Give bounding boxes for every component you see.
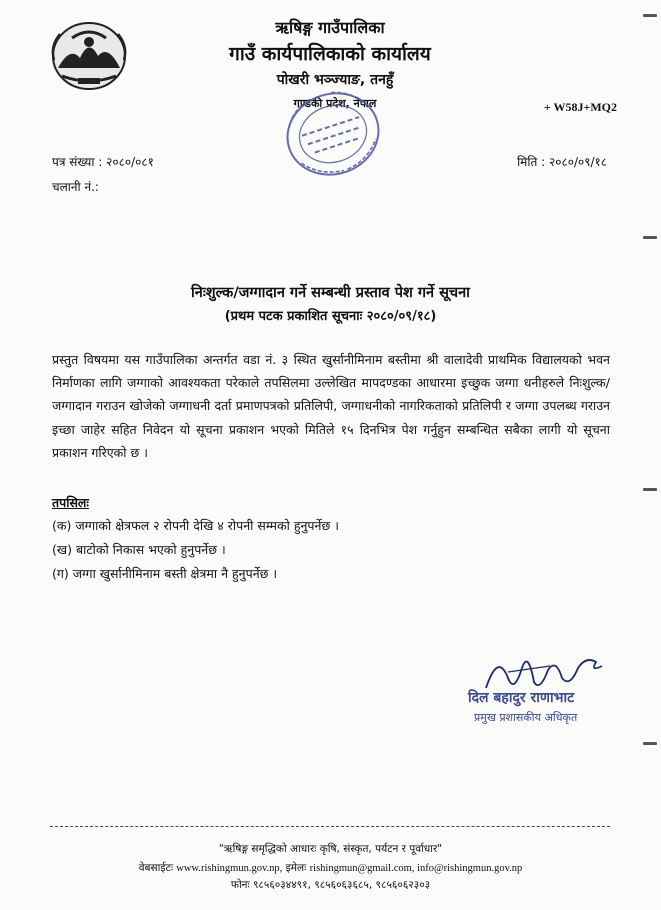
scan-edge-mark xyxy=(643,742,657,745)
nepal-emblem-icon xyxy=(48,16,130,92)
reference-label: पत्र संख्या : xyxy=(52,155,103,169)
office-name: गाउँ कार्यपालिकाको कार्यालय xyxy=(229,43,431,65)
footer-motto: "ऋषिङ्ग समृद्धिको आधारः कृषि, संस्कृत, पर्यटन र पूर्वाधार" xyxy=(218,843,443,855)
email-links[interactable]: rishingmun@gmail.com, info@rishingmun.gov.np xyxy=(309,863,523,874)
office-stamp-icon xyxy=(278,86,388,182)
signer-name: दिल बहादुर राणाभाट xyxy=(468,690,575,706)
scan-edge-mark xyxy=(643,236,657,239)
footer-contact xyxy=(0,861,661,875)
scan-edge-mark xyxy=(643,14,657,17)
notice-subtitle: (प्रथम पटक प्रकाशित सूचनाः २०८०/०९/१८) xyxy=(224,309,437,324)
phone-numbers: ९८५६०३४४९१, ९८५६०६३६८५, ९८५६०६२३०३ xyxy=(252,879,431,891)
signer-title: प्रमुख प्रशासकीय अधिकृत xyxy=(474,711,578,724)
schedule-item: (क) जग्गाको क्षेत्रफल २ रोपनी देखि ४ रोपनी सम्मको हुनुपर्नेछ । xyxy=(52,518,339,533)
website-link[interactable]: www.rishingmun.gov.np, xyxy=(176,863,283,874)
reference-number xyxy=(52,153,154,170)
plus-code: + W58J+MQ2 xyxy=(543,100,617,114)
phone-label: फोनः xyxy=(230,879,250,891)
letter-date xyxy=(517,153,607,170)
reference-value: २०८०/०८१ xyxy=(106,155,154,169)
schedule-heading: तपसिलः xyxy=(52,495,89,510)
email-label: इमेलः xyxy=(285,862,307,874)
date-value: २०८०/०९/१८ xyxy=(548,155,607,169)
schedule-list xyxy=(52,514,339,586)
notice-body: प्रस्तुत विषयमा यस गाउँपालिका अन्तर्गत वडा नं. ३ स्थित खुर्सानीमिनाम बस्तीमा श्री वालादेवी प्राथमिक विद्यालयको भवन निर्माणका लागि जग्गाको आवश्यकता परेकाले तपसिलमा उल्लेखित मापदण्डका आधारमा इच्छुक जग्गा धनीहरुले निःशुल्क/जग्गादान गराउन खोजेको जग्गाधनी दर्ता प्रमाणपत्रको प्रतिलिपी, जग्गाधनीको नागरिकताको प्रतिलिपी र जग्गा उपलब्ध गराउन इच्छा जाहेर सहित निवेदन यो सूचना प्रकाशन भएको मितिले १५ दिनभित्र पेश गर्नुहुन सम्बन्धित सबैका लागी यो सूचना प्रकाशन गरिएको छ । xyxy=(52,352,610,460)
scan-edge-mark xyxy=(643,488,657,491)
notice-title: निःशुल्क/जग्गादान गर्ने सम्बन्धी प्रस्ताव पेश गर्ने सूचना xyxy=(191,285,470,301)
website-label: वेबसाईटः xyxy=(138,862,173,874)
date-label: मिति : xyxy=(517,155,546,169)
dispatch-label: चलानी नं.: xyxy=(52,180,99,194)
footer-divider xyxy=(50,826,610,827)
municipality-name: ऋषिङ्ग गाउँपालिका xyxy=(275,18,385,37)
schedule-item: (ग) जग्गा खुर्सानीमिनाम बस्ती क्षेत्रमा नै हुनुपर्नेछ । xyxy=(52,566,278,581)
schedule-item: (ख) बाटोको निकास भएको हुनुपर्नेछ । xyxy=(52,542,226,557)
footer-phone xyxy=(0,878,661,892)
office-province: गण्डकी प्रदेश, नेपाल xyxy=(293,97,377,110)
office-address: पोखरी भञ्ज्याङ, तनहुँ xyxy=(276,72,394,88)
dispatch-number xyxy=(52,178,99,195)
